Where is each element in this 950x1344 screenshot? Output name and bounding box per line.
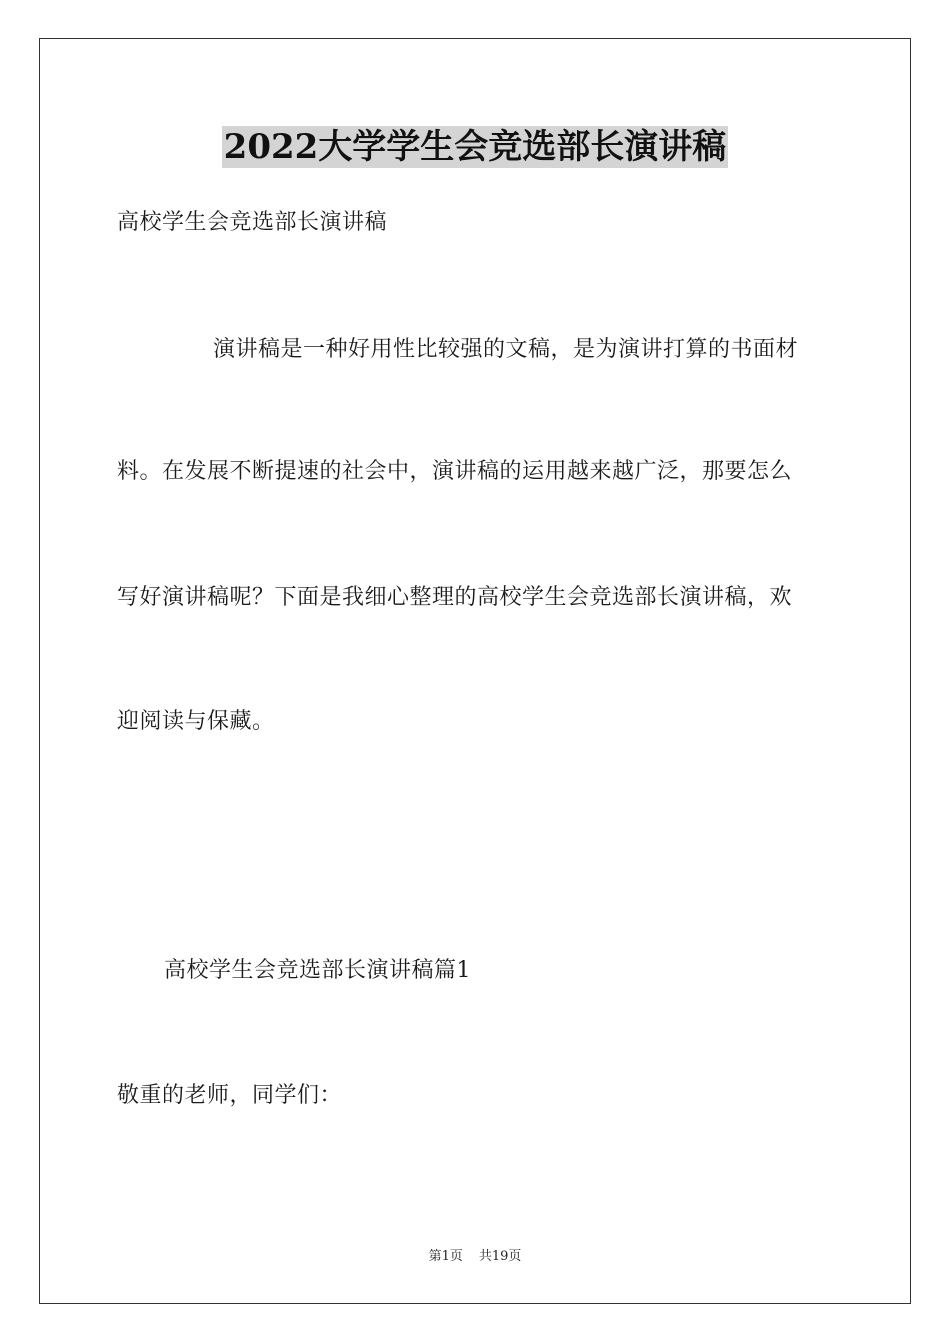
salutation[interactable]: 敬重的老师，同学们： [117, 1083, 343, 1108]
document-subtitle[interactable]: 高校学生会竞选部长演讲稿 [117, 210, 388, 235]
section-heading[interactable]: 高校学生会竞选部长演讲稿篇1 [164, 958, 471, 983]
page-footer [0, 1248, 950, 1266]
document-title[interactable]: 2022大学学生会竞选部长演讲稿 [223, 127, 727, 167]
paragraph-line-4[interactable]: 迎阅读与保藏。 [117, 709, 275, 734]
paragraph-line-2[interactable]: 料。在发展不断提速的社会中，演讲稿的运用越来越广泛，那要怎么 [117, 459, 793, 484]
title-container [0, 126, 950, 168]
paragraph-line-1[interactable]: 演讲稿是一种好用性比较强的文稿，是为演讲打算的书面材 [213, 337, 799, 362]
page-total: 共19页 [478, 1249, 522, 1264]
page-number: 第1页 [428, 1249, 463, 1264]
paragraph-line-3[interactable]: 写好演讲稿呢？下面是我细心整理的高校学生会竞选部长演讲稿，欢 [117, 585, 793, 610]
